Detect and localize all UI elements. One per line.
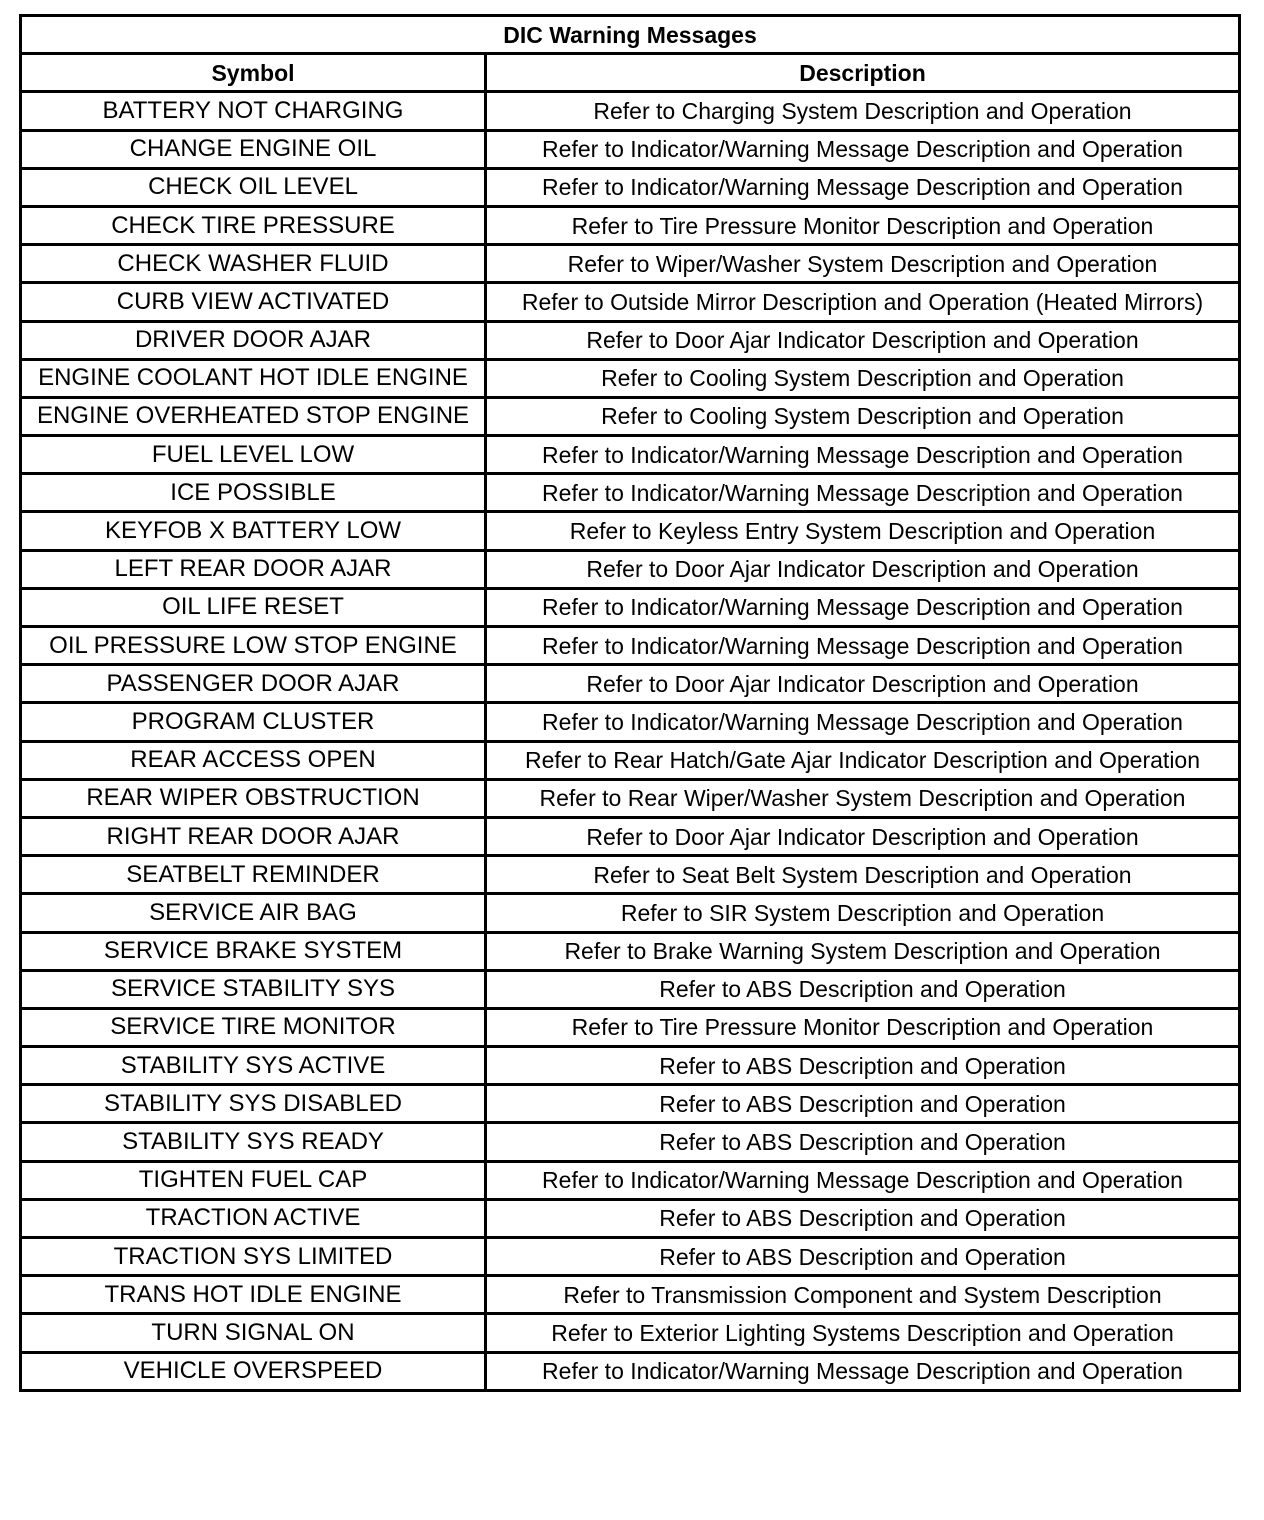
description-cell: Refer to SIR System Description and Operation	[486, 894, 1240, 932]
table-row	[21, 550, 1240, 588]
symbol-cell: PROGRAM CLUSTER	[21, 703, 486, 741]
table-row	[21, 932, 1240, 970]
symbol-cell: PASSENGER DOOR AJAR	[21, 665, 486, 703]
table-row	[21, 894, 1240, 932]
table-row	[21, 741, 1240, 779]
table-row	[21, 588, 1240, 626]
symbol-cell: SEATBELT REMINDER	[21, 856, 486, 894]
symbol-cell: ENGINE COOLANT HOT IDLE ENGINE	[21, 359, 486, 397]
description-cell: Refer to Indicator/Warning Message Description and Operation	[486, 588, 1240, 626]
table-row	[21, 1199, 1240, 1237]
table-row	[21, 817, 1240, 855]
table-row	[21, 779, 1240, 817]
description-cell: Refer to Exterior Lighting Systems Description and Operation	[486, 1314, 1240, 1352]
description-cell: Refer to Indicator/Warning Message Description and Operation	[486, 168, 1240, 206]
symbol-cell: OIL PRESSURE LOW STOP ENGINE	[21, 627, 486, 665]
table-row	[21, 1123, 1240, 1161]
description-cell: Refer to ABS Description and Operation	[486, 1047, 1240, 1085]
description-cell: Refer to Rear Wiper/Washer System Description and Operation	[486, 779, 1240, 817]
description-cell: Refer to Transmission Component and System Description	[486, 1276, 1240, 1314]
table-row	[21, 627, 1240, 665]
table-row	[21, 283, 1240, 321]
table-row	[21, 1314, 1240, 1352]
symbol-cell: SERVICE BRAKE SYSTEM	[21, 932, 486, 970]
table-row	[21, 397, 1240, 435]
description-cell: Refer to Indicator/Warning Message Description and Operation	[486, 703, 1240, 741]
description-cell: Refer to Wiper/Washer System Description and Operation	[486, 245, 1240, 283]
description-cell: Refer to Charging System Description and Operation	[486, 92, 1240, 130]
symbol-cell: OIL LIFE RESET	[21, 588, 486, 626]
symbol-cell: SERVICE AIR BAG	[21, 894, 486, 932]
symbol-cell: REAR WIPER OBSTRUCTION	[21, 779, 486, 817]
symbol-cell: BATTERY NOT CHARGING	[21, 92, 486, 130]
symbol-cell: TRACTION ACTIVE	[21, 1199, 486, 1237]
symbol-cell: REAR ACCESS OPEN	[21, 741, 486, 779]
symbol-cell: ICE POSSIBLE	[21, 474, 486, 512]
symbol-cell: VEHICLE OVERSPEED	[21, 1352, 486, 1390]
symbol-cell: TRACTION SYS LIMITED	[21, 1238, 486, 1276]
description-cell: Refer to Seat Belt System Description and Operation	[486, 856, 1240, 894]
table-row	[21, 359, 1240, 397]
table-row	[21, 1161, 1240, 1199]
table-row	[21, 92, 1240, 130]
table-row	[21, 321, 1240, 359]
description-cell: Refer to Indicator/Warning Message Description and Operation	[486, 627, 1240, 665]
symbol-cell: RIGHT REAR DOOR AJAR	[21, 817, 486, 855]
symbol-cell: STABILITY SYS ACTIVE	[21, 1047, 486, 1085]
symbol-cell: STABILITY SYS READY	[21, 1123, 486, 1161]
table-row	[21, 1085, 1240, 1123]
table-row	[21, 245, 1240, 283]
description-cell: Refer to ABS Description and Operation	[486, 970, 1240, 1008]
description-cell: Refer to Rear Hatch/Gate Ajar Indicator Description and Operation	[486, 741, 1240, 779]
table-row	[21, 206, 1240, 244]
description-cell: Refer to Tire Pressure Monitor Description and Operation	[486, 206, 1240, 244]
symbol-cell: DRIVER DOOR AJAR	[21, 321, 486, 359]
symbol-cell: CHECK OIL LEVEL	[21, 168, 486, 206]
table-row	[21, 1008, 1240, 1046]
symbol-cell: TRANS HOT IDLE ENGINE	[21, 1276, 486, 1314]
table-row	[21, 665, 1240, 703]
table-row	[21, 970, 1240, 1008]
description-cell: Refer to Indicator/Warning Message Description and Operation	[486, 436, 1240, 474]
table-header-row	[21, 54, 1240, 92]
description-cell: Refer to Tire Pressure Monitor Description and Operation	[486, 1008, 1240, 1046]
description-cell: Refer to Cooling System Description and Operation	[486, 397, 1240, 435]
description-cell: Refer to Cooling System Description and Operation	[486, 359, 1240, 397]
table-row	[21, 474, 1240, 512]
table-row	[21, 1352, 1240, 1390]
symbol-cell: KEYFOB X BATTERY LOW	[21, 512, 486, 550]
description-cell: Refer to Keyless Entry System Description and Operation	[486, 512, 1240, 550]
column-header-description: Description	[486, 54, 1240, 92]
table-row	[21, 436, 1240, 474]
description-cell: Refer to ABS Description and Operation	[486, 1238, 1240, 1276]
column-header-symbol: Symbol	[21, 54, 486, 92]
table-title: DIC Warning Messages	[21, 16, 1240, 54]
table-row	[21, 1238, 1240, 1276]
symbol-cell: TURN SIGNAL ON	[21, 1314, 486, 1352]
symbol-cell: CURB VIEW ACTIVATED	[21, 283, 486, 321]
description-cell: Refer to Door Ajar Indicator Description and Operation	[486, 817, 1240, 855]
symbol-cell: LEFT REAR DOOR AJAR	[21, 550, 486, 588]
dic-warning-messages-table	[19, 14, 1241, 1392]
symbol-cell: CHECK TIRE PRESSURE	[21, 206, 486, 244]
table-row	[21, 512, 1240, 550]
description-cell: Refer to Door Ajar Indicator Description and Operation	[486, 665, 1240, 703]
symbol-cell: CHANGE ENGINE OIL	[21, 130, 486, 168]
table-row	[21, 168, 1240, 206]
description-cell: Refer to ABS Description and Operation	[486, 1123, 1240, 1161]
symbol-cell: ENGINE OVERHEATED STOP ENGINE	[21, 397, 486, 435]
symbol-cell: FUEL LEVEL LOW	[21, 436, 486, 474]
description-cell: Refer to Indicator/Warning Message Description and Operation	[486, 130, 1240, 168]
description-cell: Refer to Outside Mirror Description and Operation (Heated Mirrors)	[486, 283, 1240, 321]
description-cell: Refer to Door Ajar Indicator Description and Operation	[486, 321, 1240, 359]
symbol-cell: SERVICE TIRE MONITOR	[21, 1008, 486, 1046]
description-cell: Refer to Indicator/Warning Message Description and Operation	[486, 474, 1240, 512]
table-row	[21, 1276, 1240, 1314]
table-row	[21, 856, 1240, 894]
table-row	[21, 130, 1240, 168]
description-cell: Refer to Brake Warning System Description and Operation	[486, 932, 1240, 970]
table-title-row	[21, 16, 1240, 54]
description-cell: Refer to ABS Description and Operation	[486, 1085, 1240, 1123]
description-cell: Refer to Door Ajar Indicator Description and Operation	[486, 550, 1240, 588]
symbol-cell: SERVICE STABILITY SYS	[21, 970, 486, 1008]
symbol-cell: STABILITY SYS DISABLED	[21, 1085, 486, 1123]
symbol-cell: CHECK WASHER FLUID	[21, 245, 486, 283]
table-row	[21, 703, 1240, 741]
description-cell: Refer to Indicator/Warning Message Description and Operation	[486, 1161, 1240, 1199]
symbol-cell: TIGHTEN FUEL CAP	[21, 1161, 486, 1199]
description-cell: Refer to ABS Description and Operation	[486, 1199, 1240, 1237]
description-cell: Refer to Indicator/Warning Message Description and Operation	[486, 1352, 1240, 1390]
table-row	[21, 1047, 1240, 1085]
